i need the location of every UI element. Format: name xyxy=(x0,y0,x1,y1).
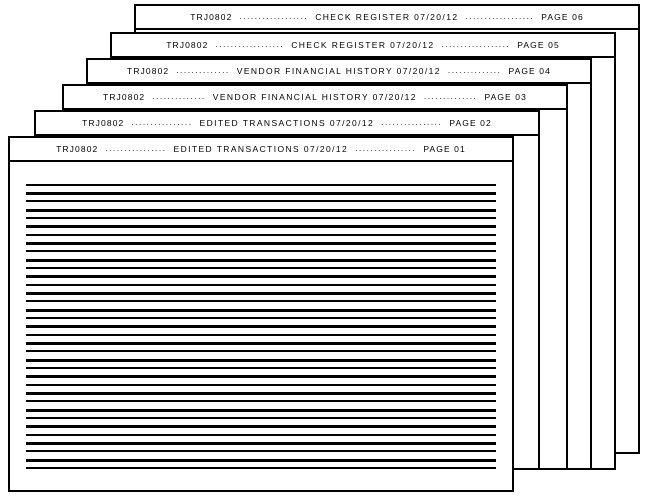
program-id: TRJ0802 xyxy=(103,92,146,102)
text-line xyxy=(26,200,496,202)
text-line xyxy=(26,359,496,362)
report-title: EDITED TRANSACTIONS 07/20/12 xyxy=(173,144,349,154)
text-line xyxy=(26,384,496,386)
page-header-line xyxy=(190,12,584,22)
header-dots-right: .............. xyxy=(423,91,478,101)
header-dots-right: .............. xyxy=(447,65,502,75)
text-line xyxy=(26,267,496,269)
page-number-label: PAGE 04 xyxy=(508,66,551,76)
header-dots-left: .............. xyxy=(152,91,206,101)
page-header-line xyxy=(166,40,560,50)
text-line xyxy=(26,292,496,295)
header-rule xyxy=(10,160,512,162)
page-number-label: PAGE 02 xyxy=(449,118,492,128)
page-number-label: PAGE 06 xyxy=(541,12,584,22)
page-header xyxy=(36,112,538,134)
header-rule xyxy=(136,28,638,30)
text-line xyxy=(26,425,496,428)
text-line xyxy=(26,309,496,312)
text-line xyxy=(26,225,496,228)
header-dots-right: ................ xyxy=(355,143,417,153)
page-header-line xyxy=(56,144,466,154)
page-header-line xyxy=(82,118,492,128)
text-line xyxy=(26,275,496,278)
page-number-label: PAGE 03 xyxy=(484,92,527,102)
page-header xyxy=(10,138,512,160)
text-line xyxy=(26,350,496,352)
text-line xyxy=(26,334,496,336)
text-line xyxy=(26,409,496,412)
program-id: TRJ0802 xyxy=(82,118,125,128)
report-title: VENDOR FINANCIAL HISTORY 07/20/12 xyxy=(236,66,441,76)
text-line xyxy=(26,392,496,395)
text-line xyxy=(26,434,496,436)
header-dots-right: .................. xyxy=(465,11,535,21)
text-line xyxy=(26,450,496,452)
text-line xyxy=(26,209,496,212)
program-id: TRJ0802 xyxy=(166,40,209,50)
text-line xyxy=(26,300,496,302)
page-header-line xyxy=(127,66,551,76)
page-header xyxy=(64,86,566,108)
text-line xyxy=(26,317,496,319)
report-title: VENDOR FINANCIAL HISTORY 07/20/12 xyxy=(212,92,417,102)
text-line xyxy=(26,442,496,445)
text-line xyxy=(26,250,496,252)
header-dots-left: ................ xyxy=(105,143,167,153)
program-id: TRJ0802 xyxy=(190,12,233,22)
report-title: EDITED TRANSACTIONS 07/20/12 xyxy=(199,118,375,128)
page-number-label: PAGE 01 xyxy=(423,144,466,154)
page-body-lines xyxy=(26,184,496,480)
page-header xyxy=(112,34,614,56)
header-dots-right: ................ xyxy=(381,117,443,127)
page-number-label: PAGE 05 xyxy=(517,40,560,50)
program-id: TRJ0802 xyxy=(127,66,170,76)
program-id: TRJ0802 xyxy=(56,144,99,154)
text-line xyxy=(26,325,496,328)
text-line xyxy=(26,417,496,419)
text-line xyxy=(26,259,496,262)
text-line xyxy=(26,234,496,236)
page-header xyxy=(88,60,590,82)
text-line xyxy=(26,375,496,378)
report-title: CHECK REGISTER 07/20/12 xyxy=(315,12,459,22)
header-dots-left: .................. xyxy=(215,39,285,49)
text-line xyxy=(26,367,496,369)
text-line xyxy=(26,284,496,286)
text-line xyxy=(26,459,496,462)
report-title: CHECK REGISTER 07/20/12 xyxy=(291,40,435,50)
header-dots-right: .................. xyxy=(441,39,511,49)
report-page[interactable] xyxy=(8,136,514,492)
text-line xyxy=(26,217,496,219)
header-dots-left: .............. xyxy=(176,65,230,75)
text-line xyxy=(26,400,496,402)
header-dots-left: ................ xyxy=(131,117,193,127)
text-line xyxy=(26,192,496,195)
text-line xyxy=(26,467,496,469)
page-header xyxy=(136,6,638,28)
text-line xyxy=(26,242,496,245)
text-line xyxy=(26,342,496,345)
page-header-line xyxy=(103,92,527,102)
header-dots-left: .................. xyxy=(239,11,309,21)
text-line xyxy=(26,184,496,186)
